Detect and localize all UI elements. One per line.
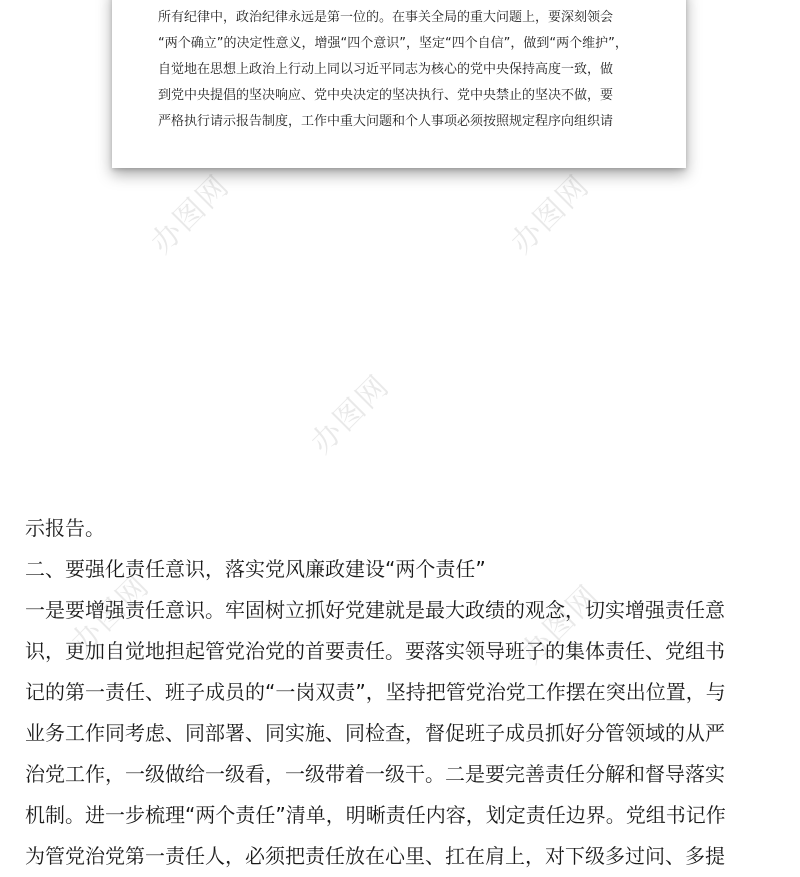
document-preview-card: [112, 0, 686, 168]
document-body: [25, 508, 785, 877]
watermark-logo: 办图网: [144, 168, 237, 261]
body-line: 示报告。: [25, 516, 105, 540]
preview-card-text: [158, 5, 658, 135]
card-line: “两个确立”的决定性意义，增强“四个意识”，坚定“四个自信”，做到“两个维护”，: [158, 36, 628, 51]
body-line: 一是要增强责任意识。牢固树立抓好党建就是最大政绩的观念，切实增强责任意: [25, 598, 725, 622]
watermark-logo: 办图网: [64, 568, 157, 661]
card-line: 自觉地在思想上政治上行动上同以习近平同志为核心的党中央保持高度一致，做: [158, 62, 614, 77]
body-line: 治党工作，一级做给一级看，一级带着一级干。二是要完善责任分解和督导落实: [25, 762, 725, 786]
watermark-logo: 办图网: [504, 168, 597, 261]
body-line: 为管党治党第一责任人，必须把责任放在心里、扛在肩上，对下级多过问、多提: [25, 844, 725, 868]
body-line: 机制。进一步梳理“两个责任”清单，明晰责任内容，划定责任边界。党组书记作: [25, 803, 726, 827]
body-line: 识，更加自觉地担起管党治党的首要责任。要落实领导班子的集体责任、党组书: [25, 639, 725, 663]
section-heading: 二、要强化责任意识，落实党风廉政建设“两个责任”: [25, 557, 486, 581]
watermark-logo: 办图网: [514, 578, 607, 671]
watermark-logo: 办图网: [304, 368, 397, 461]
card-line: 严格执行请示报告制度，工作中重大问题和个人事项必须按照规定程序向组织请: [158, 114, 614, 129]
card-line: 到党中央提倡的坚决响应、党中央决定的坚决执行、党中央禁止的坚决不做，要: [158, 88, 614, 103]
card-line: 所有纪律中，政治纪律永远是第一位的。在事关全局的重大问题上，要深刻领会: [158, 10, 614, 25]
body-line: 业务工作同考虑、同部署、同实施、同检查，督促班子成员抓好分管领域的从严: [25, 721, 725, 745]
body-line: 记的第一责任、班子成员的“一岗双责”，坚持把管党治党工作摆在突出位置，与: [25, 680, 726, 704]
